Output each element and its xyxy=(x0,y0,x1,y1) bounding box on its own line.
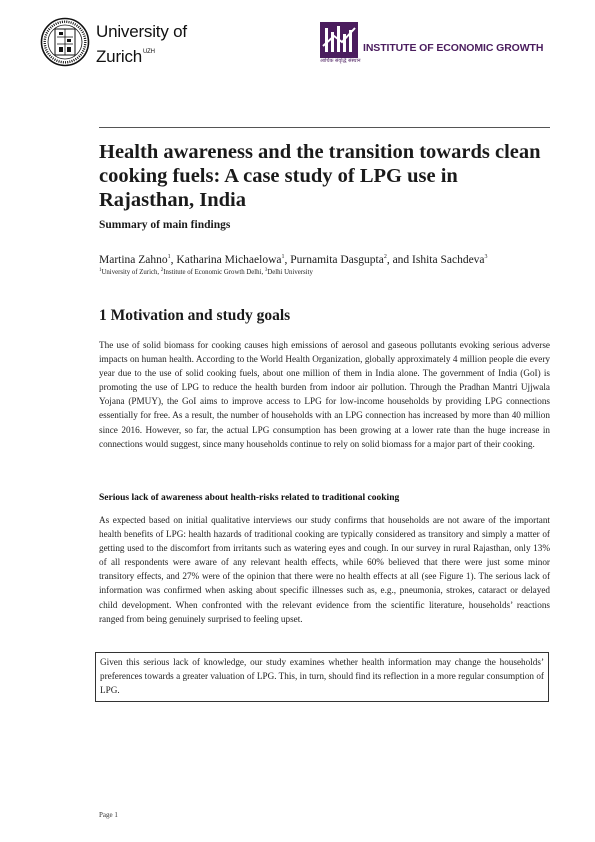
author-affiliation-mark: 1 xyxy=(281,254,285,260)
affiliation-text: University of Zurich, xyxy=(101,269,161,276)
awareness-subheading: Serious lack of awareness about health-risks related to traditional cooking xyxy=(99,493,400,503)
document-subtitle: Summary of main findings xyxy=(99,219,231,231)
section-heading: 1 Motivation and study goals xyxy=(99,307,291,324)
author-affiliation-mark: 2 xyxy=(383,254,387,260)
ieg-logo xyxy=(320,22,560,70)
affiliation-number: 2 xyxy=(160,268,164,273)
header-divider xyxy=(99,127,550,128)
author-name: Ishita Sachdeva xyxy=(412,254,485,266)
author-name: Purnamita Dasgupta xyxy=(290,254,384,266)
author-affiliation-mark: 1 xyxy=(167,254,171,260)
affiliation-list xyxy=(99,268,313,276)
affiliation-text: Delhi University xyxy=(267,269,313,276)
uzh-seal-icon xyxy=(40,17,90,67)
document-title: Health awareness and the transition towards clean cooking fuels: A case study of LPG use in Rajasthan, India xyxy=(99,141,541,211)
author-separator: , xyxy=(284,254,291,266)
uzh-line1: University of xyxy=(96,22,187,41)
uzh-line2: Zurich xyxy=(96,47,143,66)
author-separator: , and xyxy=(386,254,413,266)
affiliation-number: 1 xyxy=(99,268,102,273)
author-name: Katharina Michaelowa xyxy=(176,254,282,266)
uzh-logo xyxy=(40,17,220,67)
affiliation-text: Institute of Economic Growth Delhi, xyxy=(163,269,265,276)
motivation-paragraph: The use of solid biomass for cooking causes high emissions of aerosol and gaseous pollutants evoking serious adverse impacts on human health. According to the World Health Organization, globally approximately 4 million people die every year due to the use of solid cooking fuels, about one million of them in India alone. The government of India (GoI) is promoting the use of LPG to reduce the health burden from indoor air pollution. Through the Pradhan Mantri Ujjwala Yojana (PMUY), the GoI aims to improve access to LPG for low-income households by providing LPG connections essentially for free. As a result, the number of households with an LPG connection has increased by more than 40 million since 2016. However, so far, the actual LPG consumption has been growing at a lower rate than the huge increase in connections would suggest, since many households continue to rely on solid biomass for a major part of their cooking. xyxy=(99,340,550,449)
awareness-paragraph: As expected based on initial qualitative interviews our study confirms that households are not aware of the important health benefits of LPG: health hazards of traditional cooking are typically considered as transitory and simply a matter of getting used to the discomfort from irritants such as watering eyes and cough. In our survey in rural Rajasthan, only 13% of all respondents were aware of any relevant health effects, while 60% believed that there were just some minor transitory effects, and 27% were of the opinion that there were no health effects at all (see Figure 1). The serious lack of information was confirmed when asking about specific illnesses such as, e.g., pneumonia, strokes, cataract or delayed child development. When confronted with the relevant evidence from the scientific literature, households’ reactions ranged from being genuinely surprised to feeling upset. xyxy=(99,515,550,624)
author-separator: , xyxy=(170,254,177,266)
author-name: Martina Zahno xyxy=(99,254,168,266)
uzh-suffix: UZH xyxy=(143,49,155,55)
uzh-wordmark xyxy=(96,22,187,67)
ieg-name: INSTITUTE OF ECONOMIC GROWTH xyxy=(363,42,544,54)
ieg-tagline: आर्थिक संवृद्धि संस्थान xyxy=(320,58,361,64)
highlight-box: Given this serious lack of knowledge, our study examines whether health information may change the households’ preferences towards a greater valuation of LPG. This, in turn, should find its reflection in a more regular consumption of LPG. xyxy=(95,652,549,702)
affiliation-number: 3 xyxy=(264,268,268,273)
author-list xyxy=(99,254,559,266)
author-affiliation-mark: 3 xyxy=(484,254,488,260)
ieg-emblem-icon xyxy=(320,22,358,58)
page-number: Page 1 xyxy=(99,811,118,819)
